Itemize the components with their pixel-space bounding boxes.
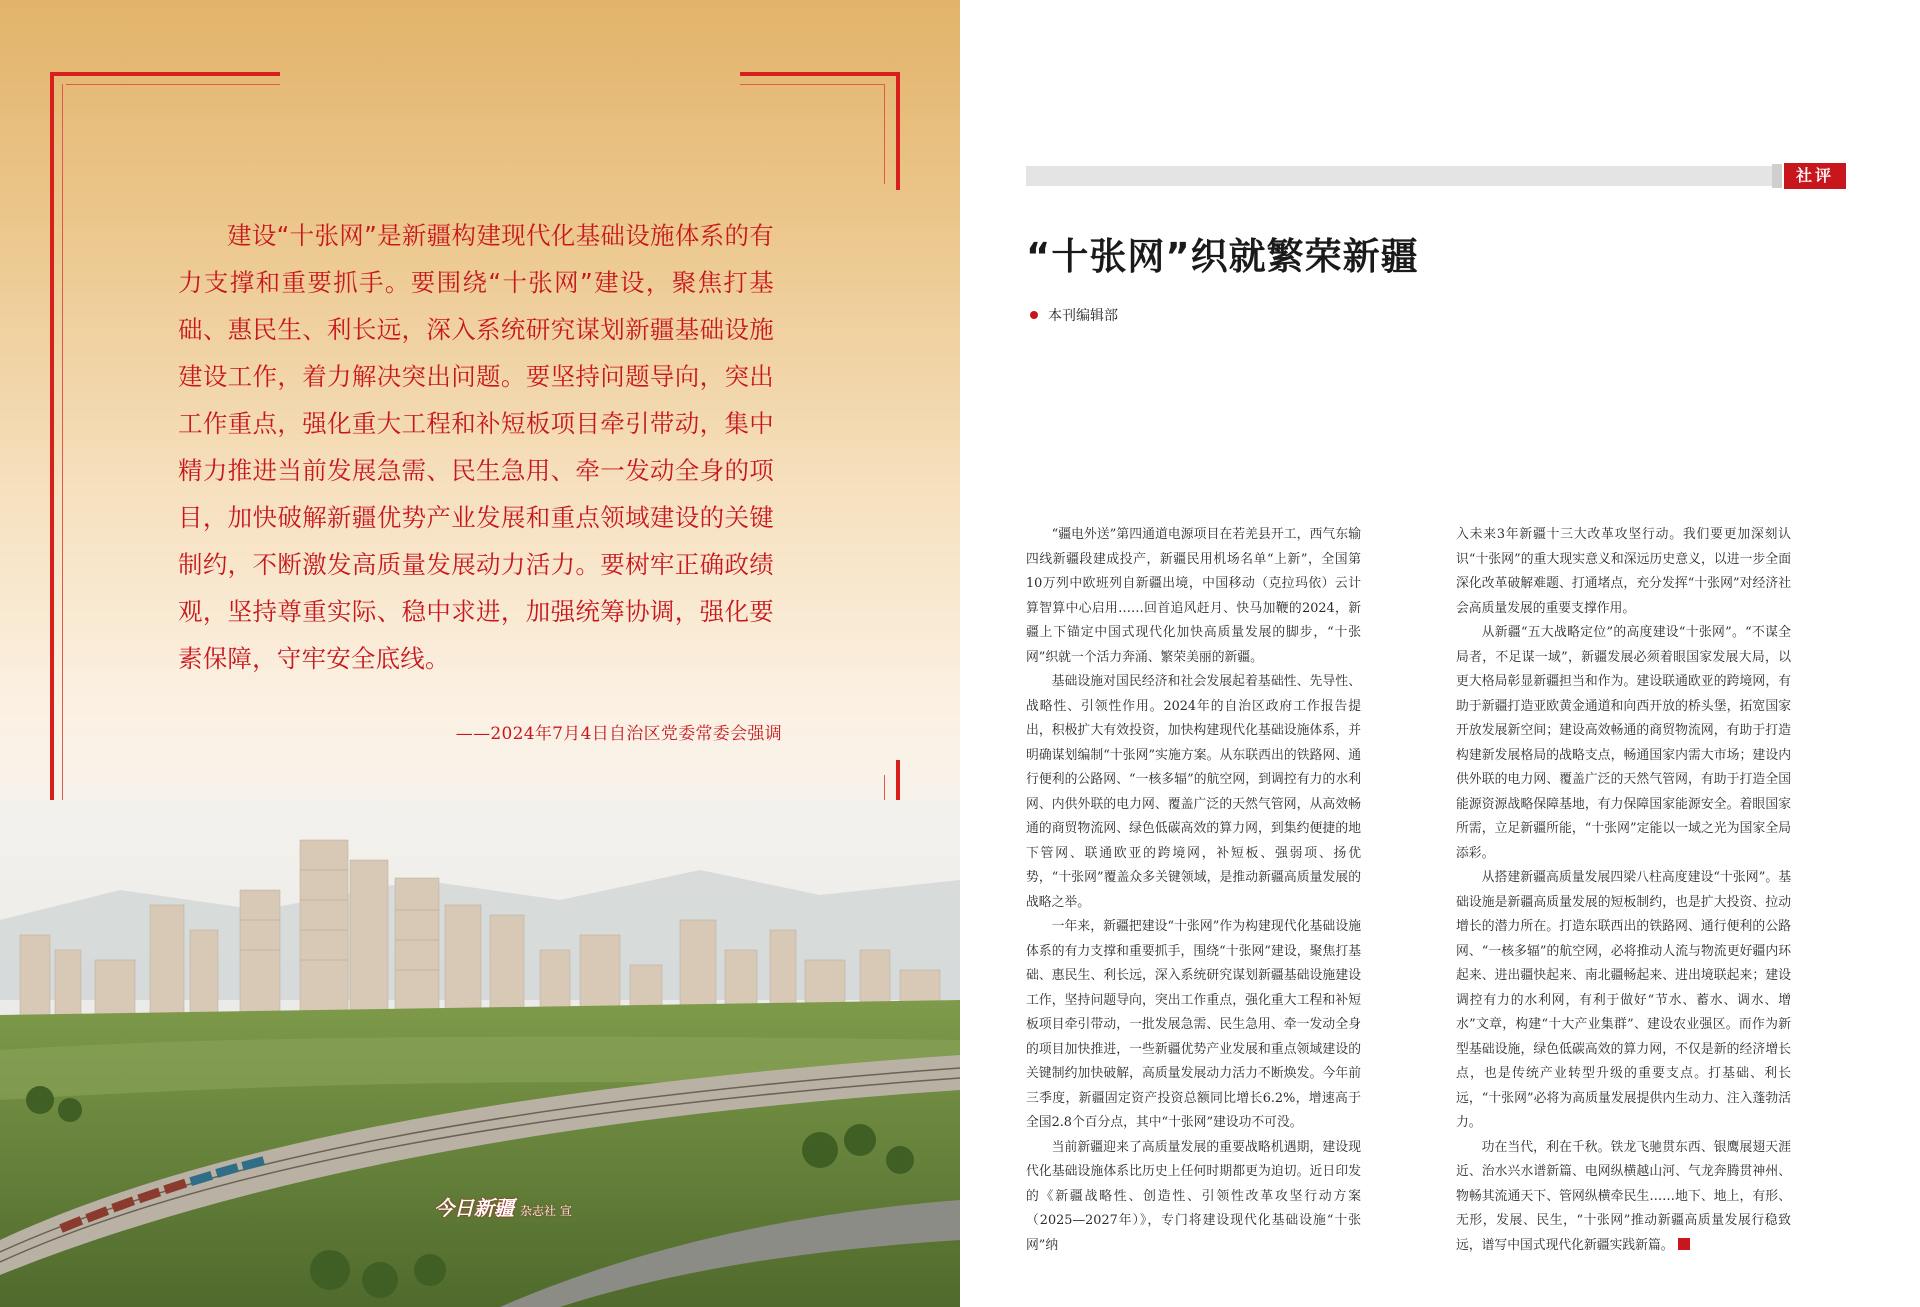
paragraph: 入未来3年新疆十三大改革攻坚行动。我们要更加深刻认识“十张网”的重大现实意义和深远历史意义，以进一步全面深化改革破解难题、打通堵点，充分发挥“十张网”对经济社会高质量发展的重要支撑作用。 [1456,527,1791,616]
byline [1030,305,1118,325]
paragraph: 当前新疆迎来了高质量发展的重要战略机遇期，建设现代化基础设施体系比历史上任何时期都更为迫切。近日印发的《新疆战略性、创造性、引领性改革攻坚行动方案（2025—2027年）》，专门将建设现代化基础设施“十张网”纳 [1026,1139,1361,1253]
byline-dot-icon [1030,311,1038,319]
publisher-logo [434,1192,572,1221]
frame-right-inner-vertical-top [884,84,885,184]
logo-sub-text: 杂志社 宣 [520,1204,572,1218]
frame-right-vertical-top [896,72,900,190]
body-column-1 [1026,523,1361,1258]
column-header-bar [1026,166,1772,186]
byline-text: 本刊编辑部 [1048,308,1118,324]
frame-top-left-horizontal [50,72,280,76]
city-railway-photo [0,800,960,1307]
paragraph: 从新疆“五大战略定位”的高度建设“十张网”。“不谋全局者，不足谋一域”，新疆发展必须着眼国家发展大局，以更大格局彰显新疆担当和作为。建设联通欧亚的跨境网，有助于新疆打造亚欧黄金通道和向西开放的桥头堡，拓宽国家开放发展新空间；建设高效畅通的商贸物流网，有助于打造构建新发展格局的战略支点，畅通国家内需大市场；建设内供外联的电力网、覆盖广泛的天然气管网，有助于打造全国能源资源战略保障基地，有力保障国家能源安全。着眼国家所需，立足新疆所能，“十张网”定能以一域之光为国家全局添彩。 [1456,625,1791,861]
frame-top-right-inner-horizontal [740,84,884,85]
column-header-bar-step [1772,164,1782,188]
end-mark-icon [1678,1238,1690,1250]
column-tag: 社评 [1784,163,1846,189]
paragraph: 从搭建新疆高质量发展四梁八柱高度建设“十张网”。基础设施是新疆高质量发展的短板制约，也是扩大投资、拉动增长的潜力所在。打造东联西出的铁路网、通行便利的公路网、“一核多辐”的航空网，必将推动人流与物流更好疆内环起来、进出疆快起来、南北疆畅起来、进出境联起来；建设调控有力的水利网，有利于做好“节水、蓄水、调水、增水”文章，构建“十大产业集群”、建设农业强区。而作为新型基础设施，绿色低碳高效的算力网，不仅是新的经济增长点，也是传统产业转型升级的重要支点。打基础、利长远，“十张网”必将为高质量发展提供内生动力、注入蓬勃活力。 [1456,870,1791,1130]
paragraph: “疆电外送”第四通道电源项目在若羌县开工，西气东输四线新疆段建成投产，新疆民用机场名单“上新”，全国第10万列中欧班列自新疆出境，中国移动（克拉玛依）云计算智算中心启用……回首追风赶月、快马加鞭的2024，新疆上下锚定中国式现代化加快高质量发展的脚步，“十张网”织就一个活力奔涌、繁荣美丽的新疆。 [1026,527,1361,665]
body-column-2 [1456,523,1791,1258]
paragraph: 一年来，新疆把建设“十张网”作为构建现代化基础设施体系的有力支撑和重要抓手，围绕“十张网”建设，聚焦打基础、惠民生、利长远，深入系统研究谋划新疆基础设施建设工作，坚持问题导向，突出工作重点，强化重大工程和补短板项目牵引带动，一批发展急需、民生急用、牵一发动全身的项目加快推进，一些新疆优势产业发展和重点领域建设的关键制约加快破解，高质量发展动力活力不断焕发。今年前三季度，新疆固定资产投资总额同比增长6.2%，增速高于全国2.8个百分点，其中“十张网”建设功不可没。 [1026,919,1361,1130]
paragraph-final [1456,1136,1791,1259]
article-headline: “十张网”织就繁荣新疆 [1026,235,1419,278]
logo-main-text: 今日新疆 [434,1196,514,1220]
frame-top-left-inner-horizontal [66,84,280,85]
paragraph: 基础设施对国民经济和社会发展起着基础性、先导性、战略性、引领性作用。2024年的自治区政府工作报告提出，积极扩大有效投资，加快构建现代化基础设施体系，并明确谋划编制“十张网”实施方案。从东联西出的铁路网、通行便利的公路网、“一核多辐”的航空网，到调控有力的水利网、内供外联的电力网、覆盖广泛的天然气管网，从高效畅通的商贸物流网、绿色低碳高效的算力网，到集约便捷的地下管网、联通欧亚的跨境网，补短板、强弱项、扬优势，“十张网”覆盖众多关键领域，是推动新疆高质量发展的战略之举。 [1026,674,1361,910]
right-page [960,0,1920,1307]
leader-quote: 建设“十张网”是新疆构建现代化基础设施体系的有力支撑和重要抓手。要围绕“十张网”建设，聚焦打基础、惠民生、利长远，深入系统研究谋划新疆基础设施建设工作，着力解决突出问题。要坚持问题导向，突出工作重点，强化重大工程和补短板项目牵引带动，集中精力推进当前发展急需、民生急用、牵一发动全身的项目，加快破解新疆优势产业发展和重点领域建设的关键制约，不断激发高质量发展动力活力。要树牢正确政绩观，坚持尊重实际、稳中求进，加强统筹协调，强化要素保障，守牢安全底线。 [178,221,774,673]
final-paragraph-text: 功在当代，利在千秋。铁龙飞驰贯东西、银鹰展翅天涯近、治水兴水谱新篇、电网纵横越山河、气龙奔腾贯神州、物畅其流通天下、管网纵横牵民生……地下、地上，有形、无形，发展、民生，“十张网”推动新疆高质量发展行稳致远，谱写中国式现代化新疆实践新篇。 [1456,1139,1791,1253]
quote-attribution: ——2024年7月4日自治区党委常委会强调 [455,724,782,744]
frame-top-right-horizontal [740,72,900,76]
